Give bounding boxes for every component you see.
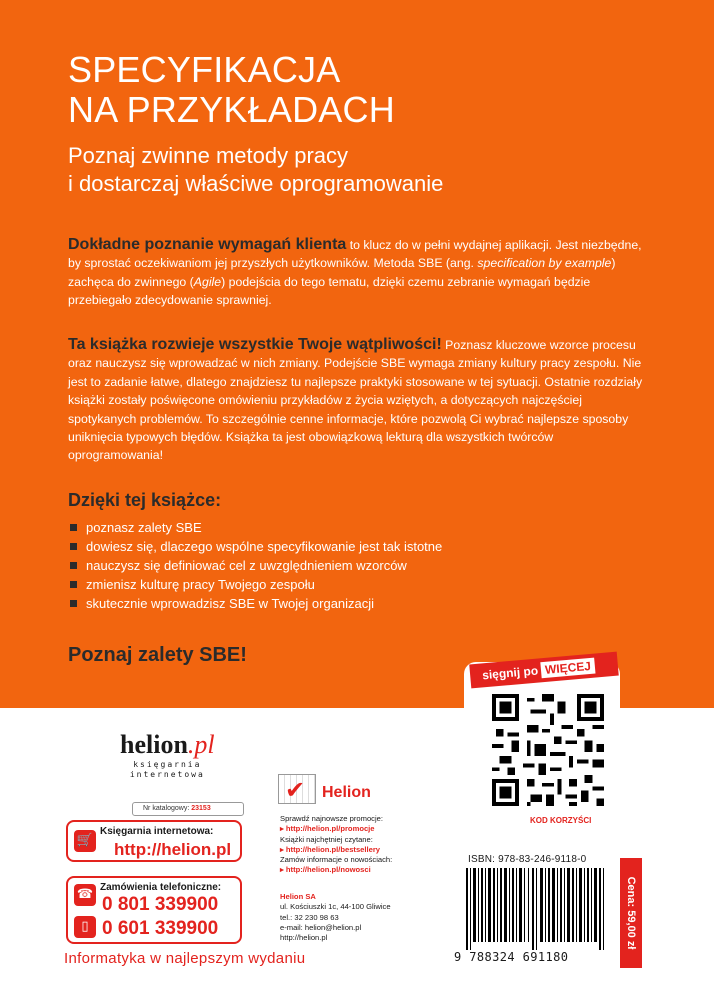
phone-orders-box bbox=[66, 876, 242, 944]
company-address: ul. Kościuszki 1c, 44-100 Gliwice bbox=[280, 902, 391, 912]
catalog-value: 23153 bbox=[191, 805, 211, 812]
catalog-number bbox=[132, 802, 244, 816]
mobile-phone-icon: ▯ bbox=[74, 916, 96, 938]
logo-domain: .pl bbox=[187, 730, 215, 759]
news-label: Zamów informacje o nowościach: bbox=[280, 855, 393, 865]
logo-tag-line-2: internetowa bbox=[129, 770, 205, 779]
qr-code-icon[interactable] bbox=[492, 694, 604, 806]
phone-number-1[interactable]: 0 801 339900 bbox=[102, 894, 219, 915]
barcode-number: 9 788324 691180 bbox=[454, 950, 569, 964]
description-paragraph-2 bbox=[68, 336, 648, 465]
paragraph-1-italic: specification by example bbox=[477, 256, 612, 271]
benefits-list bbox=[68, 518, 442, 613]
subtitle-line-2: i dostarczaj właściwe oprogramowanie bbox=[68, 171, 444, 196]
helion-word: Helion bbox=[322, 784, 371, 801]
book-subtitle bbox=[68, 142, 443, 198]
company-email[interactable]: e-mail: helion@helion.pl bbox=[280, 922, 362, 932]
price-tag bbox=[620, 858, 642, 968]
barcode-icon bbox=[462, 868, 612, 950]
phone-orders-label: Zamówienia telefoniczne: bbox=[100, 882, 222, 893]
helion-pl-logo bbox=[120, 730, 215, 780]
list-item: poznasz zalety SBE bbox=[68, 518, 442, 537]
qr-banner-more: WIĘCEJ bbox=[540, 658, 595, 679]
helion-check-icon: ✔ bbox=[278, 774, 316, 804]
logo-word: helion bbox=[120, 730, 188, 759]
paragraph-2-lead: Ta książka rozwieje wszystkie Twoje wątpliwości! bbox=[68, 336, 442, 353]
title-line-2: NA PRZYKŁADACH bbox=[68, 89, 395, 130]
company-website[interactable]: http://helion.pl bbox=[280, 933, 328, 943]
publisher-slogan: Informatyka w najlepszym wydaniu bbox=[64, 950, 306, 967]
helion-links bbox=[280, 814, 460, 876]
price-text: Cena: 59,00 zł bbox=[625, 876, 637, 950]
online-shop-box[interactable] bbox=[66, 820, 242, 862]
list-item: nauczysz się definiować cel z uwzględnieniem wzorców bbox=[68, 556, 442, 575]
bestseller-label: Książki najchętniej czytane: bbox=[280, 834, 373, 844]
list-item: zmienisz kulturę pracy Twojego zespołu bbox=[68, 575, 442, 594]
catalog-label: Nr katalogowy: bbox=[143, 805, 192, 812]
subtitle-line-1: Poznaj zwinne metody pracy bbox=[68, 143, 349, 168]
paragraph-1-text: to klucz do w pełni wydajnej aplikacji. Jest niezbędne, by sprostać oczekiwaniom jej przyszłych użytkowników. Metoda SBE (ang. bbox=[68, 238, 642, 271]
list-item: dowiesz się, dlaczego wspólne specyfikowanie jest tak istotne bbox=[68, 537, 442, 556]
cart-icon: 🛒 bbox=[74, 830, 96, 852]
phone-icon: ☎ bbox=[74, 884, 96, 906]
qr-banner-text: sięgnij po bbox=[481, 663, 539, 683]
list-item: skutecznie wprowadzisz SBE w Twojej organizacji bbox=[68, 594, 442, 613]
bestseller-link[interactable]: ▸ http://helion.pl/bestsellery bbox=[280, 844, 381, 854]
qr-caption: KOD KORZYŚCI bbox=[530, 816, 592, 825]
promo-link-text[interactable]: http://helion.pl/promocje bbox=[285, 824, 375, 834]
paragraph-1-text: ) zachęca do zwinnego ( bbox=[68, 256, 616, 289]
helion-address bbox=[280, 892, 460, 943]
paragraph-2-text: Poznasz kluczowe wzorce procesu oraz nauczysz się wprowadzać w nich zmiany. Podejście SBE wymaga zmiany kultury pracy zespołu. Nie jest to zadanie łatwe, dlatego znajdziesz tu najlepsze praktyki stosowane w tej sytuacji. Ostatnie rozdziały książki zostały poświęcone omówieniu przykładów z życia wziętych, a dotyczących najczęściej spotykanych problemów. To szczególnie cenne informacje, które pozwolą Ci wybrać najlepsze sposoby uniknięcia typowych błędów. Książka ta jest obowiązkową lekturą dla wszystkich twórców oprogramowania! bbox=[68, 338, 643, 463]
promo-link[interactable]: ▸ http://helion.pl/promocje bbox=[280, 824, 375, 834]
online-shop-label: Księgarnia internetowa: bbox=[100, 826, 214, 837]
book-title bbox=[68, 50, 395, 130]
online-shop-url[interactable]: http://helion.pl bbox=[114, 840, 232, 859]
isbn: ISBN: 978-83-246-9118-0 bbox=[468, 854, 587, 865]
closing-slogan: Poznaj zalety SBE! bbox=[68, 644, 247, 666]
bestseller-link-text[interactable]: http://helion.pl/bestsellery bbox=[285, 844, 381, 854]
paragraph-1-italic: Agile bbox=[193, 274, 222, 289]
benefits-heading: Dzięki tej książce: bbox=[68, 490, 222, 510]
news-link-text[interactable]: http://helion.pl/nowosci bbox=[285, 865, 371, 875]
paragraph-1-text: ) podejścia do tego tematu, dzięki czemu zebranie wymagań będzie przebiegało zdecydowanie sprawniej. bbox=[68, 274, 591, 308]
logo-tag-line-1: księgarnia bbox=[133, 760, 202, 769]
phone-number-2[interactable]: 0 601 339900 bbox=[102, 918, 219, 939]
title-line-1: SPECYFIKACJA bbox=[68, 49, 341, 90]
description-paragraph-1 bbox=[68, 236, 648, 310]
company-phone: tel.: 32 230 98 63 bbox=[280, 912, 339, 922]
news-link[interactable]: ▸ http://helion.pl/nowosci bbox=[280, 865, 371, 875]
company-name: Helion SA bbox=[280, 892, 316, 901]
promo-label: Sprawdź najnowsze promocje: bbox=[280, 814, 383, 823]
paragraph-1-lead: Dokładne poznanie wymagań klienta bbox=[68, 236, 347, 253]
